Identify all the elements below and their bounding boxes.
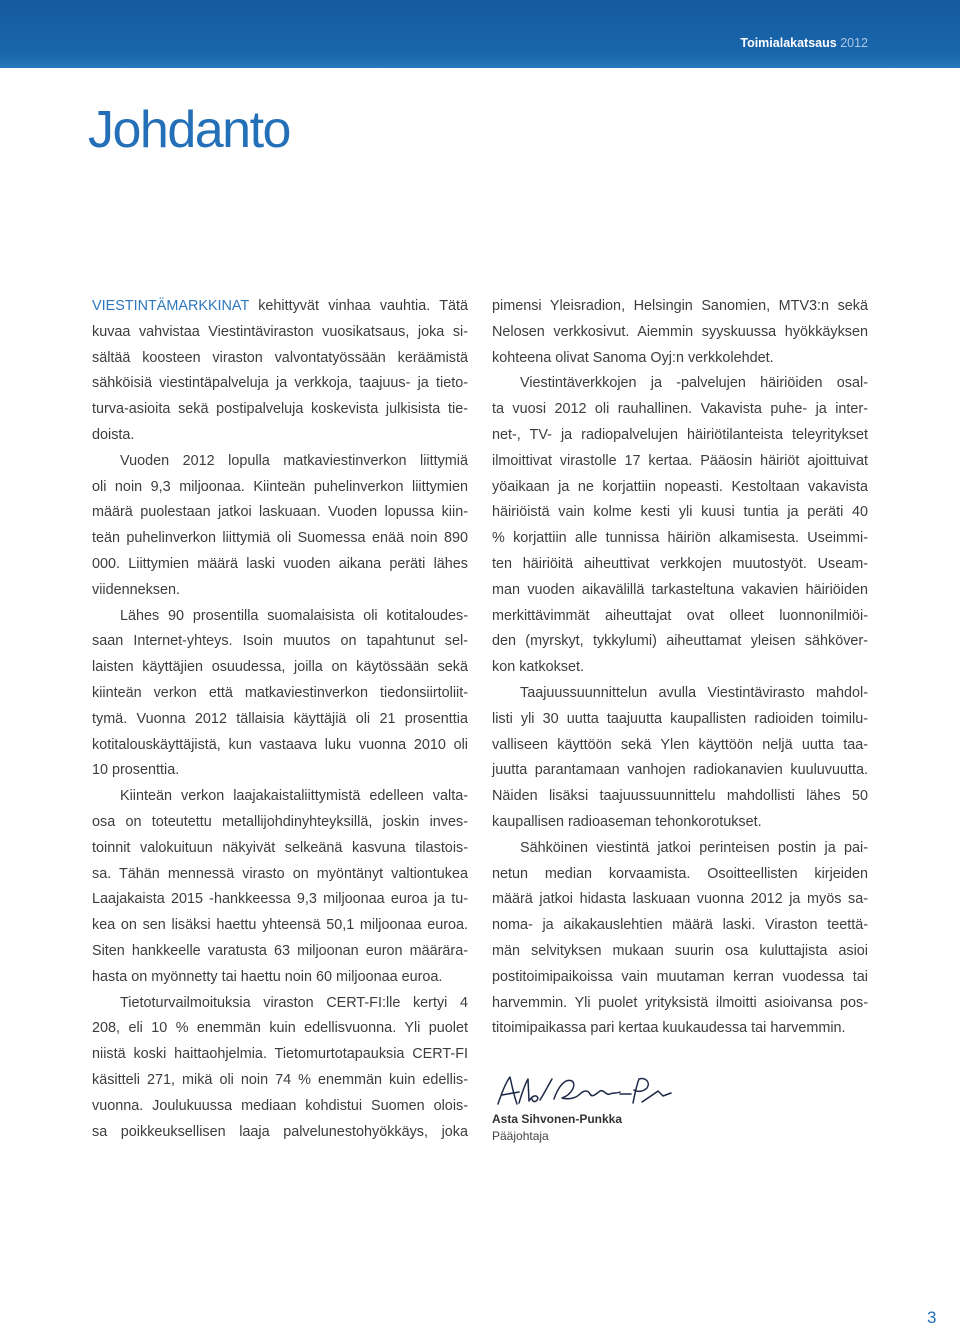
text-line: teän puhelinverkon liittymiä oli Suomessa enää noin 890 [92, 530, 468, 547]
text-line: ta vuosi 2012 oli rauhallinen. Vakavista puhe- ja inter- [492, 401, 868, 418]
paragraph [92, 294, 468, 449]
text-line: hasta on myönnetty tai haettu noin 60 miljoonaa euroa. [92, 968, 443, 985]
text-line: kon katkokset. [492, 659, 584, 676]
text-line: Sähköinen viestintä jatkoi perinteisen postin ja pai- [520, 839, 868, 856]
paragraph [492, 681, 868, 836]
paragraph [492, 294, 868, 371]
text-line: Viestintäverkkojen ja -palvelujen häiriöiden osal- [520, 375, 868, 392]
text-line: sa poikkeuksellisen laaja palvelunestohyökkäys, joka [92, 1123, 468, 1140]
publication-title [740, 35, 868, 51]
text-line: osa on toteutettu metallijohdinyhteyksillä, joskin inves- [92, 813, 468, 830]
text-line: net-, TV- ja radiopalvelujen häiriötilanteista teleyritykset [492, 426, 868, 443]
text-line: vuonna. Joulukuussa mediaan kohdistui Suomen olois- [92, 1097, 468, 1114]
text-line: den (myrskyt, tykkylumi) aiheuttamat yleisen sähköver- [492, 633, 868, 650]
text-line: Laajakaista 2015 -hankkeessa 9,3 miljoonaa euroa ja tu- [92, 891, 468, 908]
page-title: Johdanto [88, 101, 290, 159]
text-line: Nelosen verkkosivut. Aiemmin syyskuussa hyökkäyksen [492, 323, 868, 340]
text-line: tymä. Vuonna 2012 tällaisia käyttäjiä oli 21 prosenttia [92, 710, 468, 727]
text-line: turva-asioita sekä postipalveluja koskevista julkisista tie- [92, 401, 468, 418]
text-line: määrä jatkoi hidasta laskuaan vuonna 2012 ja myös sa- [492, 891, 868, 908]
text-line: kea on sen lisäksi haettu yhteensä 50,1 miljoonaa euroa. [92, 917, 468, 934]
text-line: Tietoturvailmoituksia viraston CERT-FI:lle kertyi 4 [120, 994, 468, 1011]
text-line: sältää koosteen viraston valvontatyössään keräämistä [92, 349, 468, 366]
paragraph [492, 836, 868, 1042]
text-line: Siten hankkeelle varatusta 63 miljoonan euron määrära- [92, 942, 468, 959]
text-line: laisten käyttäjien osuudessa, joilla on käytössään sekä [92, 659, 468, 676]
text-line: titoimipaikassa pari kertaa kuukaudessa tai harvemmin. [492, 1020, 846, 1037]
text-line: kotitalouskäyttäjistä, kun vastaava luku vuonna 2010 oli [92, 736, 468, 753]
text-line: viidenneksen. [92, 581, 181, 598]
text-line: niistä koski haittaohjelmia. Tietomurtotapauksia CERT-FI [92, 1046, 468, 1063]
lead-word: VIESTINTÄMARKKINAT [92, 298, 249, 314]
text-line: oli noin 9,3 miljoonaa. Kiinteän puhelinverkon liittymien [92, 478, 468, 495]
text-line: män selvityksen mukaan suurin osa kuluttajista asioi [492, 942, 868, 959]
text-line: 000. Liittymien määrä laski vuoden aikana peräti lähes [92, 555, 468, 572]
left-column [92, 294, 468, 1145]
text-line: määrä puolestaan jatkoi laskuaan. Vuoden lopussa kiin- [92, 504, 468, 521]
paragraph [92, 784, 468, 990]
text-line: listi yli 30 uutta taajuutta kaupallisten radioiden toimilu- [492, 710, 868, 727]
text-line: Lähes 90 prosentilla suomalaisista oli kotitaloudes- [120, 607, 468, 624]
paragraph [92, 449, 468, 604]
text-line: noma- ja aikakauslehtien määrä laski. Viraston teettä- [492, 917, 868, 934]
text-line: yöaikaan ja ne korjattiin nopeasti. Kestoltaan vakavista [492, 478, 868, 495]
text-line-rest: kehittyvät vinhaa vauhtia. Tätä [258, 298, 468, 314]
text-line: netun median korvaamista. Osoitteellisten kirjeiden [492, 865, 868, 882]
text-line: saan Internet-yhteys. Isoin muutos on tapahtunut sel- [92, 633, 468, 650]
text-line: postitoimipaikoissa vain muutaman kerran vuodessa tai [492, 968, 868, 985]
text-line: kuvaa vahvistaa Viestintäviraston vuosikatsaus, joka si- [92, 323, 468, 340]
paragraph [92, 991, 468, 1146]
text-line: juutta parantamaan vanhojen radiokanavien kuuluvuutta. [492, 762, 868, 779]
text-line: Taajuussuunnittelun avulla Viestintävirasto mahdol- [520, 684, 868, 701]
text-line: pimensi Yleisradion, Helsingin Sanomien, MTV3:n sekä [492, 298, 868, 314]
text-line [92, 294, 468, 320]
signer-name: Asta Sihvonen-Punkka [492, 1112, 623, 1126]
text-line: kiinteän verkon että matkaviestinverkon tiedonsiirtoliit- [92, 684, 468, 701]
signer-role: Pääjohtaja [492, 1129, 549, 1143]
text-line: häiriöistä vain kolme kesti yli kuusi tuntia ja peräti 40 [492, 504, 868, 521]
text-line: toinnit valokuituun näkyivät selkeänä kasvuna tilastois- [92, 839, 468, 856]
page-number: 3 [927, 1308, 937, 1327]
text-line: valliseen käyttöön sekä Ylen käyttöön neljä uutta taa- [492, 736, 868, 753]
text-line: Vuoden 2012 lopulla matkaviestinverkon liittymiä [120, 452, 468, 469]
text-line: 10 prosenttia. [92, 762, 180, 779]
text-line: doista. [92, 426, 135, 443]
publication-name: Toimialakatsaus [740, 36, 837, 50]
text-line: käsitteli 271, mikä oli noin 74 % enemmän kuin edellis- [92, 1071, 468, 1088]
text-line: sähköisiä viestintäpalveluja ja verkkoja, taajuus- ja tieto- [92, 375, 468, 392]
signature-block [492, 1072, 692, 1143]
text-line: merkittävimmät aiheuttajat ovat olleet luonnonilmiöi- [492, 607, 868, 624]
text-line: man vuoden aikavälillä tarkasteltuna vakavien häiriöiden [492, 581, 868, 598]
header-band [0, 0, 960, 68]
text-line: kaupallisen radioaseman tehonkorotukset. [492, 813, 762, 830]
paragraph [92, 604, 468, 785]
text-line: % korjattiin alle tunnissa häiriön alkamisesta. Useimmi- [492, 530, 868, 547]
text-line: kohteena olivat Sanoma Oyj:n verkkolehdet. [492, 349, 774, 366]
paragraph [492, 371, 868, 681]
text-line: Näiden lisäksi taajuussuunnittelu mahdollisti lähes 50 [492, 788, 868, 805]
text-line: ten häiriöitä aiheuttivat verkkojen muutostyöt. Useam- [492, 555, 868, 572]
signature [492, 1072, 672, 1112]
text-line: 208, eli 10 % enemmän kuin edellisvuonna. Yli puolet [92, 1020, 468, 1037]
publication-year: 2012 [840, 36, 868, 50]
text-line: harvemmin. Yli puolet yrityksistä ilmoitti asioivansa pos- [492, 994, 868, 1011]
text-line: ilmoittivat virastolle 17 kertaa. Pääosin häiriöt ajoittuivat [492, 452, 868, 469]
text-line: Kiinteän verkon laajakaistaliittymistä edelleen valta- [120, 788, 468, 805]
right-column [492, 294, 868, 1042]
text-line: sa. Tähän mennessä virasto on myöntänyt valtiontukea [92, 865, 468, 882]
